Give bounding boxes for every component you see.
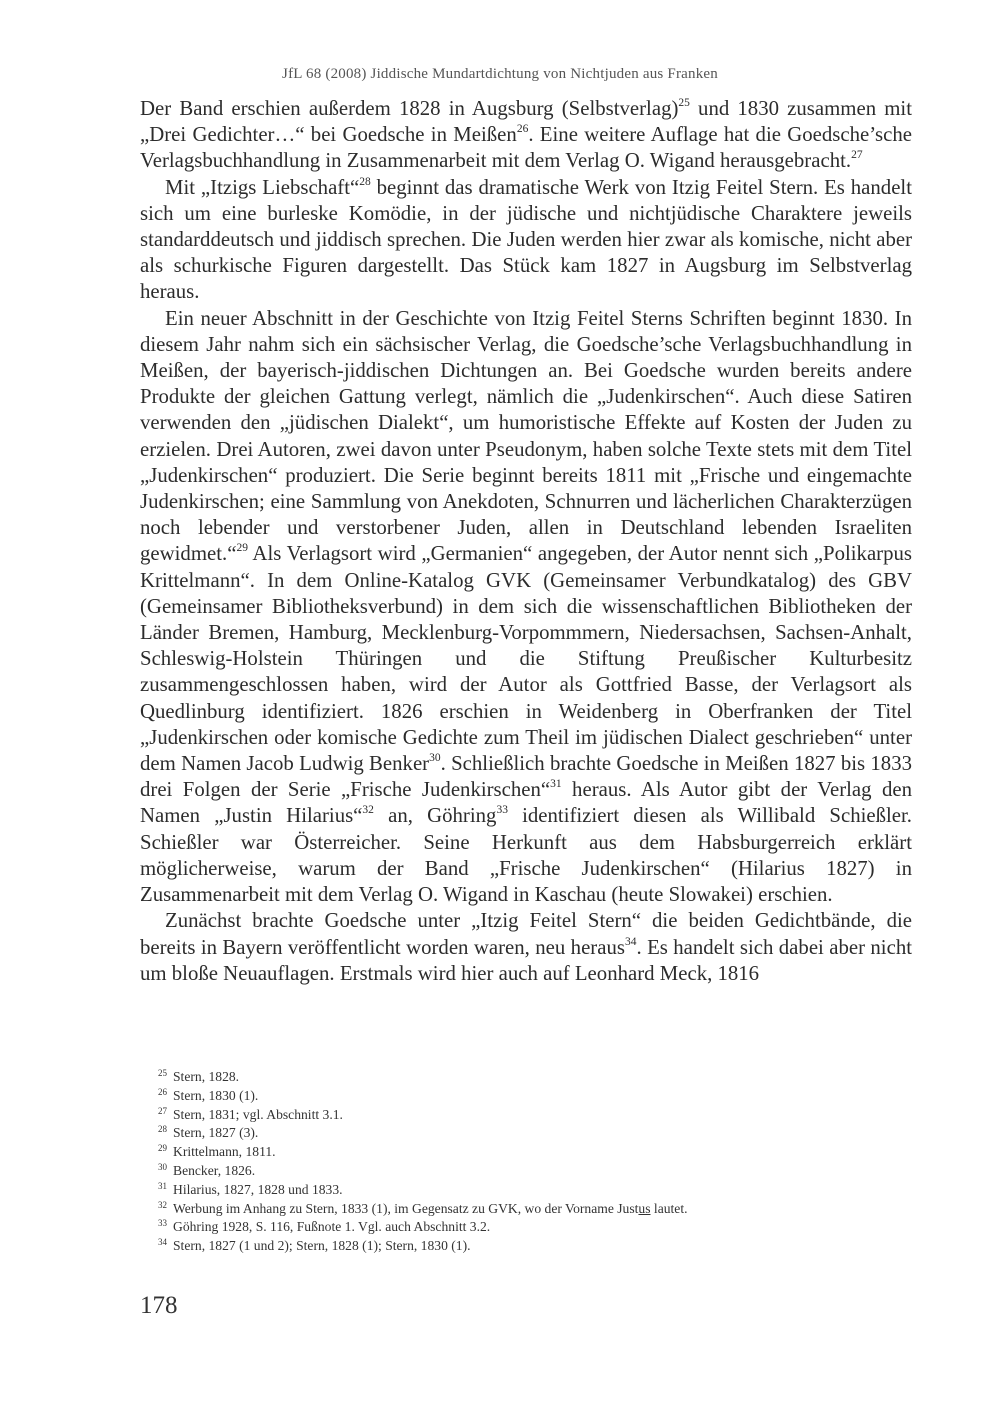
footnote-ref: 27 (851, 149, 863, 162)
paragraph: Zunächst brachte Goedsche unter „Itzig Feitel Stern“ die beiden Gedichtbände, die bereits in Bayern veröffentlicht worden waren, neu heraus$^{34}$. Es handelt sich dabei aber nicht um bloße Neuauflagen. Erstmals wird hier auch auf Leonhard Meck, 1816 (140, 909, 912, 985)
footnote: $^{31}$ Hilarius, 1827, 1828 und 1833. (158, 1180, 343, 1197)
paragraph: Der Band erschien außerdem 1828 in Augsburg (Selbstverlag)$^{25}$ und 1830 zusammen mit „Drei Gedichter…“ bei Goedsche in Meißen$^{26}$. Eine weitere Auflage hat die Goedsche’sche Verlagsbuchhandlung in Zusammenarbeit mit dem Verlag O. Wigand herausgebracht.$^{27}$ (140, 97, 912, 173)
footnote: $^{32}$ Werbung im Anhang zu Stern, 1833 (1), im Gegensatz zu GVK, wo der Vorname Justus lautet. (158, 1199, 688, 1216)
footnote: $^{34}$ Stern, 1827 (1 und 2); Stern, 1828 (1); Stern, 1830 (1). (158, 1237, 471, 1254)
footnote-ref: 33 (496, 804, 508, 817)
footnote-ref: 30 (429, 752, 441, 765)
body-text (140, 96, 912, 987)
footnote: $^{30}$ Bencker, 1826. (158, 1161, 256, 1178)
footnote-ref: 31 (550, 778, 562, 791)
footnote-ref: 26 (516, 123, 529, 136)
footnote: $^{26}$ Stern, 1830 (1). (158, 1086, 259, 1103)
paragraph: Ein neuer Abschnitt in der Geschichte von Itzig Feitel Sterns Schriften beginnt 1830. In diesem Jahr nahm sich ein sächsischer Verlag, die Goedsche’sche Verlagsbuchhandlung in Meißen, der bayerisch-jiddischen Dichtungen an. Bei Goedsche wurden bereits andere Produkte der gleichen Gattung verlegt, nämlich die „Judenkirschen“. Auch diese Satiren verwenden den „jüdischen Dialekt“, um humoristische Effekte auf Kosten der Juden zu erzielen. Drei Autoren, zwei davon unter Pseudonym, haben solche Texte stets mit dem Titel „Judenkirschen“ produziert. Die Serie beginnt bereits 1811 mit „Frische und eingemachte Judenkirschen; eine Sammlung von Anekdoten, Schnurren und lächerlichen Charakterzügen noch lebender und verstorbener Juden, allen in Deutschland lebenden Israeliten gewidmet.“$^{29}$ Als Verlagsort wird „Germanien“ angegeben, der Autor nennt sich „Polikarpus Krittelmann“. In dem Online-Katalog GVK (Gemeinsamer Verbundkatalog) des GBV (Gemeinsamer Bibliotheksverbund) in dem sich die wissenschaftlichen Bibliotheken der Länder Bremen, Hamburg, Mecklenburg-Vorpommmern, Niedersachsen, Sachsen-Anhalt, Schleswig-Holstein Thüringen und die Stiftung Preußischer Kulturbesitz zusammengeschlossen haben, wird der Autor als Gottfried Basse, der Verlagsort als Quedlinburg identifiziert. 1826 erschien in Weidenberg in Oberfranken der Titel „Judenkirschen oder komische Gedichte zum Theil im jüdischen Dialect geschrieben“ unter dem Namen Jacob Ludwig Benker$^{30}$. Schließlich brachte Goedsche in Meißen 1827 bis 1833 drei Folgen der Serie „Frische Judenkirschen“$^{31}$ heraus. Als Autor gibt der Verlag den Namen „Justin Hilarius“$^{32}$ an, Göhring$^{33}$ identifiziert diesen als Willibald Schießler. Schießler war Österreicher. Seine Herkunft aus dem Habsburgerreich erklärt möglicherweise, warum der Band „Frische Judenkirschen“ (Hilarius 1827) in Zusammenarbeit mit dem Verlag O. Wigand in Kaschau (heute Slowakei) erschien. (140, 306, 912, 907)
paragraph: Mit „Itzigs Liebschaft“$^{28}$ beginnt das dramatische Werk von Itzig Feitel Stern. Es handelt sich um eine burleske Komödie, in der jüdische und nichtjüdische Charaktere jeweils standarddeutsch und jiddisch sprechen. Die Juden werden hier zwar als komische, nicht aber als schurkische Figuren dargestellt. Das Stück kam 1827 in Augsburg im Selbstverlag heraus. (140, 175, 912, 304)
footnotes (158, 1068, 918, 1256)
footnote-ref: 34 (624, 935, 637, 948)
running-head: JfL 68 (2008) Jiddische Mundartdichtung von Nichtjuden aus Franken (282, 66, 718, 82)
footnote: $^{33}$ Göhring 1928, S. 116, Fußnote 1. Vgl. auch Abschnitt 3.2. (158, 1218, 491, 1235)
footnote: $^{27}$ Stern, 1831; vgl. Abschnitt 3.1. (158, 1105, 343, 1122)
footnote: $^{25}$ Stern, 1828. (158, 1068, 240, 1084)
page-number: 178 (140, 1292, 178, 1319)
footnote-ref: 29 (236, 542, 248, 555)
footnote: $^{29}$ Krittelmann, 1811. (158, 1143, 276, 1160)
footnote-ref: 28 (359, 175, 371, 188)
footnote-ref: 25 (678, 97, 690, 109)
footnote: $^{28}$ Stern, 1827 (3). (158, 1124, 259, 1141)
footnote-ref: 32 (362, 804, 374, 817)
